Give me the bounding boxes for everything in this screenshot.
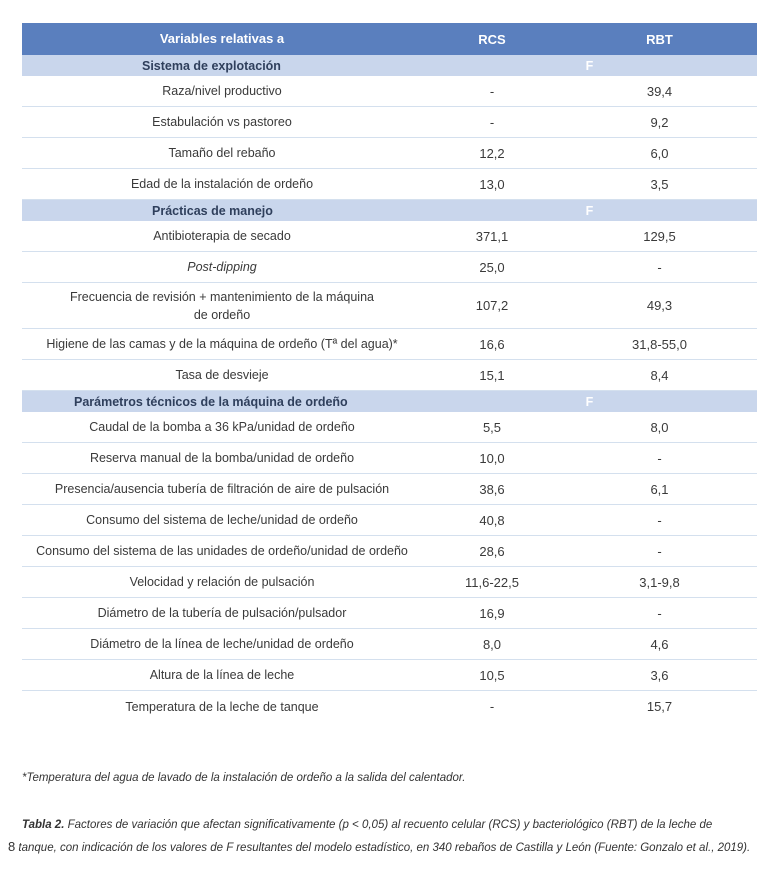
row-rcs: 8,0 (482, 636, 502, 652)
row-label: Estabulación vs pastoreo (152, 115, 292, 129)
table-header (22, 23, 757, 55)
row-rbt: 6,1 (650, 481, 669, 497)
row-label: Tamaño del rebaño (168, 146, 276, 160)
row-label: Diámetro de la tubería de pulsación/pulsador (97, 606, 347, 620)
caption-text-1: Factores de variación que afectan significativamente (p < 0,05) al recuento celular (RCS) y bacteriológico (RBT) de la leche de (64, 819, 713, 831)
row-rbt: 129,5 (643, 228, 676, 244)
row-rcs: 40,8 (479, 512, 505, 528)
row-label: Raza/nivel productivo (162, 84, 282, 98)
row-rbt: 6,0 (650, 145, 669, 161)
table-row (22, 138, 757, 169)
row-rcs: 28,6 (479, 543, 505, 559)
page-number: 8 (8, 839, 16, 854)
table-row (22, 283, 757, 329)
row-rcs: - (489, 114, 495, 130)
row-label: Tasa de desvieje (175, 368, 269, 382)
table-footnote: *Temperatura del agua de lavado de la instalación de ordeño a la salida del calentador. (22, 772, 466, 784)
row-rbt: - (657, 450, 662, 466)
caption-line-2 (8, 836, 760, 859)
table-row (22, 221, 757, 252)
caption-line-1 (8, 815, 760, 836)
row-rcs: 10,5 (479, 667, 505, 683)
row-label: Frecuencia de revisión + mantenimiento de la máquina de ordeño (70, 289, 374, 322)
row-label: Velocidad y relación de pulsación (129, 575, 315, 589)
row-rcs: 107,2 (475, 298, 509, 313)
row-rbt: 3,6 (650, 667, 669, 683)
row-label: Consumo del sistema de las unidades de ordeño/unidad de ordeño (36, 544, 408, 558)
table-caption (8, 815, 760, 859)
table-row (22, 360, 757, 391)
section-title: Prácticas de manejo (152, 203, 273, 218)
table-row (22, 629, 757, 660)
header-variables: Variables relativas a (159, 31, 285, 46)
row-label: Caudal de la bomba a 36 kPa/unidad de ordeño (89, 420, 355, 434)
row-rcs: - (489, 699, 495, 714)
row-rbt: - (657, 543, 662, 559)
row-rbt: 49,3 (646, 298, 673, 313)
row-rbt: - (657, 512, 662, 528)
row-label: Higiene de las camas y de la máquina de ordeño (Tª del agua)* (46, 337, 398, 351)
row-rcs: 38,6 (479, 481, 505, 497)
row-label: Altura de la línea de leche (149, 668, 295, 682)
header-rcs: RCS (478, 31, 506, 47)
row-label: Post-dipping (187, 260, 257, 274)
row-label: Consumo del sistema de leche/unidad de ordeño (86, 513, 358, 527)
row-rbt: - (657, 259, 662, 275)
row-rbt: 31,8-55,0 (632, 336, 687, 352)
row-label: Diámetro de la línea de leche/unidad de ordeño (90, 637, 354, 651)
row-rcs: 10,0 (479, 450, 505, 466)
section-header (22, 200, 757, 221)
table-row (22, 252, 757, 283)
row-label: Edad de la instalación de ordeño (130, 177, 314, 191)
row-rbt: 3,1-9,8 (639, 574, 680, 590)
table-row (22, 76, 757, 107)
row-label: Temperatura de la leche de tanque (125, 699, 319, 714)
table-row (22, 107, 757, 138)
caption-label: Tabla 2. (22, 819, 65, 831)
row-rcs: 16,6 (479, 336, 505, 352)
row-label: Presencia/ausencia tubería de filtración de aire de pulsación (54, 482, 390, 496)
row-label: Reserva manual de la bomba/unidad de ordeño (89, 451, 355, 465)
row-rcs: - (489, 83, 495, 99)
table-row (22, 412, 757, 443)
factors-table (22, 23, 757, 722)
table-row (22, 505, 757, 536)
table-row (22, 443, 757, 474)
row-rcs: 25,0 (479, 259, 505, 275)
row-rcs: 11,6-22,5 (465, 574, 519, 590)
row-rcs: 16,9 (479, 605, 505, 621)
row-rcs: 13,0 (479, 176, 505, 192)
section-title: Parámetros técnicos de la máquina de ordeño (74, 394, 348, 409)
section-title: Sistema de explotación (142, 58, 281, 73)
table-row (22, 567, 757, 598)
row-rcs: 5,5 (482, 419, 502, 435)
row-rbt: 8,0 (650, 419, 669, 435)
table-row (22, 536, 757, 567)
row-label: Antibioterapia de secado (153, 229, 291, 243)
section-stat: F (585, 394, 594, 409)
row-rcs: 15,1 (479, 367, 505, 383)
row-rbt: 39,4 (646, 83, 673, 99)
table-row (22, 329, 757, 360)
row-rbt: 3,5 (650, 176, 669, 192)
caption-text-2: tanque, con indicación de los valores de F resultantes del modelo estadístico, en 340 rebaños de Castilla y León (Fuente: Gonzalo et al., 2019). (15, 842, 751, 854)
table-row (22, 598, 757, 629)
row-rbt: 15,7 (646, 699, 673, 714)
row-rcs: 371,1 (475, 228, 509, 244)
row-rbt: - (657, 605, 662, 621)
section-header (22, 391, 757, 412)
row-rbt: 4,6 (650, 636, 669, 652)
table-row (22, 169, 757, 200)
section-header (22, 55, 757, 76)
table-row (22, 474, 757, 505)
row-rcs: 12,2 (479, 145, 505, 161)
row-rbt: 9,2 (650, 114, 669, 130)
table-row (22, 660, 757, 691)
section-stat: F (585, 203, 594, 218)
row-rbt: 8,4 (650, 367, 669, 383)
section-stat: F (585, 58, 594, 73)
table-row (22, 691, 757, 722)
header-rbt: RBT (646, 31, 673, 47)
